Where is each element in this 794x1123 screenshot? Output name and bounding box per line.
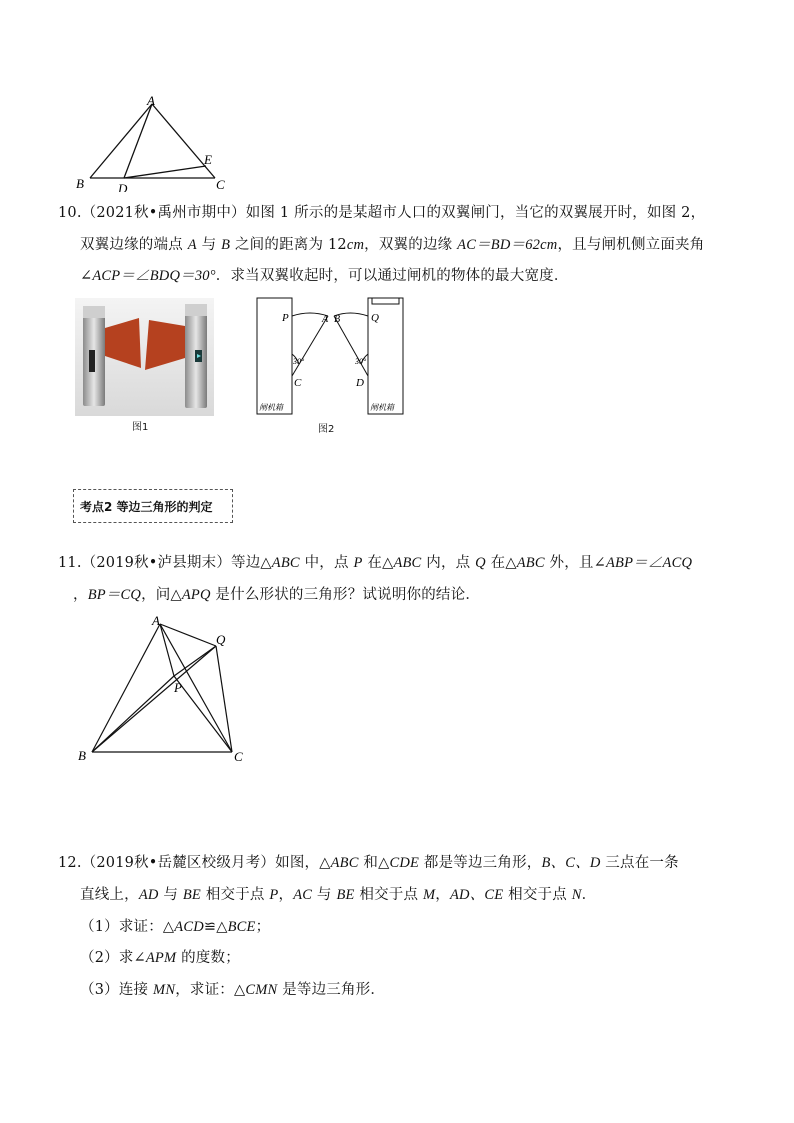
var-be: BE xyxy=(182,887,201,903)
figure-2-caption: 图2 xyxy=(318,424,335,435)
label-d: D xyxy=(118,181,128,192)
q11-number: 11. xyxy=(58,555,82,571)
q11-text: ， xyxy=(73,587,88,603)
label-a: A xyxy=(322,314,329,325)
label-c: C xyxy=(294,377,302,389)
section-heading-kaodian: 考点2 等边三角形的判定 xyxy=(73,489,233,523)
var-abc: ABC xyxy=(393,555,422,571)
q12-sub2 xyxy=(80,948,240,968)
q12-line2 xyxy=(80,885,596,905)
q10-line3 xyxy=(80,266,569,286)
var-q: Q xyxy=(475,555,486,571)
var-ad-ce: AD、CE xyxy=(449,887,504,903)
q10-text: ∠ xyxy=(80,268,93,284)
var-ad: AD xyxy=(138,887,159,903)
var-apm: APM xyxy=(145,950,177,966)
var-abc: ABC xyxy=(330,855,359,871)
q12-line1 xyxy=(58,853,679,873)
label-a: A xyxy=(147,93,155,108)
q11-line1 xyxy=(58,553,692,573)
var-a: A xyxy=(187,237,197,253)
q10-number: 10. xyxy=(58,205,82,221)
var-apq: APQ xyxy=(181,587,211,603)
q12-text: ． xyxy=(581,887,597,903)
label-p: P xyxy=(282,312,289,324)
label-box-right: 闸机箱 xyxy=(370,403,394,412)
q12-text: 与 xyxy=(158,887,183,903)
q12-text: 是等边三角形． xyxy=(277,982,386,998)
label-d: D xyxy=(356,377,364,389)
q12-text: 都是等边三角形， xyxy=(419,855,542,871)
label-p: P xyxy=(174,680,182,695)
q11-text: （2019秋•泸县期末）等边△ xyxy=(81,555,272,571)
var-n: N xyxy=(571,887,582,903)
figure-triangle-abc-de xyxy=(70,92,240,192)
var-cde: CDE xyxy=(389,855,420,871)
q10-text: 之间的距离为 12 xyxy=(230,237,347,253)
equation: ACP＝∠BDQ＝30° xyxy=(92,268,216,284)
q11-text: 中，点 xyxy=(299,555,354,571)
q11-text: 内，点 xyxy=(421,555,476,571)
q12-text: ，求证：△ xyxy=(175,982,246,998)
q11-line2 xyxy=(73,585,480,605)
var-be: BE xyxy=(336,887,355,903)
equation: BP＝CQ xyxy=(87,587,142,603)
equation: ABP＝∠ACQ xyxy=(605,555,693,571)
q12-text: ， xyxy=(278,887,294,903)
q12-text: 和△ xyxy=(358,855,390,871)
var-p: P xyxy=(269,887,279,903)
q10-text: ．求当双翼收起时，可以通过闸机的物体的最大宽度． xyxy=(215,268,569,284)
var-m: M xyxy=(423,887,436,903)
var-mn: MN xyxy=(153,982,176,998)
q12-text: （2019秋•岳麓区校级月考）如图，△ xyxy=(81,855,331,871)
q10-line1 xyxy=(58,203,705,223)
q12-text: 直线上， xyxy=(80,887,139,903)
q12-text: （1）求证：△ xyxy=(80,919,175,935)
q12-text: 相交于点 xyxy=(503,887,572,903)
q12-sub3 xyxy=(80,980,385,1000)
var-bce: BCE xyxy=(227,919,256,935)
label-q: Q xyxy=(216,632,226,647)
figure-1-caption: 图1 xyxy=(132,422,149,433)
q11-text: 外，且∠ xyxy=(544,555,606,571)
q12-text: ， xyxy=(435,887,450,903)
var-acd: ACD xyxy=(174,919,204,935)
figure-1-gate-photo xyxy=(75,298,214,416)
q12-text: 相交于点 xyxy=(354,887,423,903)
var-abc: ABC xyxy=(271,555,300,571)
var-ac: AC xyxy=(293,887,313,903)
label-a: A xyxy=(152,613,160,628)
q10-text: ，双翼的边缘 xyxy=(364,237,458,253)
label-b: B xyxy=(78,748,86,763)
unit-cm: cm xyxy=(540,237,558,253)
q11-text: ，问△ xyxy=(141,587,182,603)
label-c: C xyxy=(234,749,243,764)
var-cmn: CMN xyxy=(245,982,278,998)
q11-text: 是什么形状的三角形？试说明你的结论． xyxy=(210,587,481,603)
label-c: C xyxy=(216,177,225,192)
q12-text: ≌△ xyxy=(203,919,228,935)
q10-text: 双翼边缘的端点 xyxy=(80,237,188,253)
q10-line2 xyxy=(80,235,704,255)
q12-text: （3）连接 xyxy=(80,982,154,998)
label-angle-30-right: 30° xyxy=(355,357,367,366)
label-e: E xyxy=(204,152,212,167)
figure-q11-triangle xyxy=(72,610,257,770)
q11-text: 在△ xyxy=(485,555,517,571)
equation: AC＝BD＝62 xyxy=(457,237,541,253)
q12-sub1 xyxy=(80,917,270,937)
figure-2-gate-diagram xyxy=(252,294,407,418)
q12-text: 与 xyxy=(312,887,337,903)
q12-text: （2）求∠ xyxy=(80,950,146,966)
q12-text: 的度数； xyxy=(176,950,240,966)
q11-text: 在△ xyxy=(362,555,394,571)
var-b: B xyxy=(221,237,231,253)
label-box-left: 闸机箱 xyxy=(259,403,283,412)
q12-number: 12. xyxy=(58,855,82,871)
q10-text: ，且与闸机侧立面夹角 xyxy=(557,237,705,253)
q10-text: 与 xyxy=(196,237,222,253)
q12-text: 三点在一条 xyxy=(600,855,679,871)
var-p: P xyxy=(353,555,363,571)
label-q: Q xyxy=(371,312,379,324)
label-b: B xyxy=(76,176,84,191)
q10-text: （2021秋•禹州市期中）如图 1 所示的是某超市人口的双翼闸门，当它的双翼展开时，如图 2， xyxy=(81,205,706,221)
q12-text: ； xyxy=(255,919,271,935)
var-bcd: B、C、D xyxy=(541,855,601,871)
unit-cm: cm xyxy=(346,237,365,253)
label-b: B xyxy=(334,314,341,325)
label-angle-30-left: 30° xyxy=(293,357,305,366)
var-abc: ABC xyxy=(516,555,545,571)
q12-text: 相交于点 xyxy=(201,887,270,903)
